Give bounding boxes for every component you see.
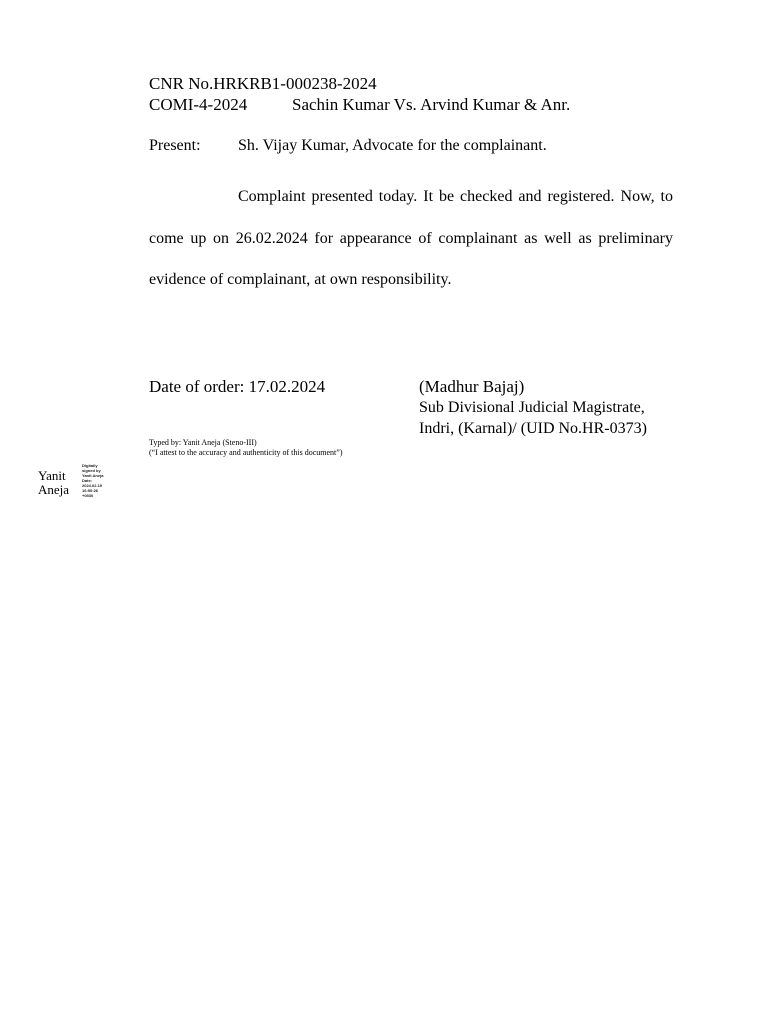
order-body: Complaint presented today. It be checked and registered. Now, to come up on 26.02.2024 for appearance of complainant as well as preliminary evidence of complainant, at own responsibility. <box>149 188 673 288</box>
cnr-number: CNR No.HRKRB1-000238-2024 <box>149 74 377 93</box>
case-number: COMI-4-2024 <box>149 95 248 114</box>
signature-detail-line: +0530 <box>82 493 94 498</box>
signature-detail-line: 2024.02.19 <box>82 483 103 488</box>
attestation-note: (“I attest to the accuracy and authenticity of this document”) <box>149 448 343 457</box>
typed-by-note: Typed by: Yanit Aneja (Steno-III) <box>149 438 257 447</box>
judge-name: (Madhur Bajaj) <box>419 377 525 396</box>
signature-last-name: Aneja <box>38 482 70 497</box>
judge-location: Indri, (Karnal)/ (UID No.HR-0373) <box>419 420 647 437</box>
signature-first-name: Yanit <box>38 468 66 483</box>
case-title-row <box>149 95 570 115</box>
digital-signature-details <box>82 463 103 498</box>
signature-detail-line: signed by <box>82 468 101 473</box>
present-text: Sh. Vijay Kumar, Advocate for the complainant. <box>238 137 547 154</box>
signature-detail-line: 16:50:26 <box>82 488 99 493</box>
judge-designation: Sub Divisional Judicial Magistrate, <box>419 399 645 416</box>
order-date: Date of order: 17.02.2024 <box>149 377 326 396</box>
digital-signature-name <box>38 469 69 497</box>
signature-detail-line: Date: <box>82 478 93 483</box>
present-label: Present: <box>149 137 201 154</box>
signature-detail-line: Yanit Aneja <box>82 473 104 478</box>
signature-detail-line: Digitally <box>82 463 98 468</box>
case-parties: Sachin Kumar Vs. Arvind Kumar & Anr. <box>292 95 571 114</box>
